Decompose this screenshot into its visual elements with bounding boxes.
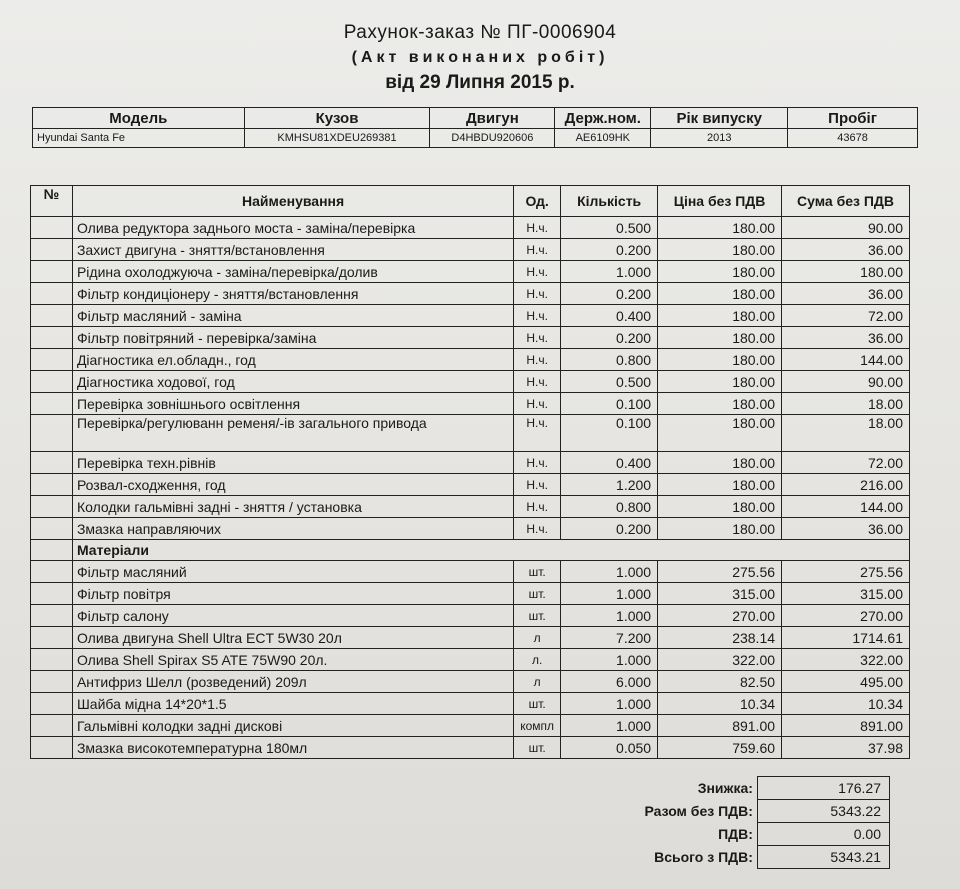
totals-value: 5343.22	[757, 800, 889, 823]
row-price: 315.00	[658, 583, 782, 605]
row-number	[31, 393, 73, 415]
row-unit: Н.ч.	[514, 518, 561, 540]
row-price: 180.00	[658, 239, 782, 261]
table-row	[31, 693, 910, 715]
row-sum: 270.00	[782, 605, 910, 627]
row-name: Перевірка техн.рівнів	[72, 452, 513, 474]
header-price: Ціна без ПДВ	[658, 186, 782, 217]
row-unit: Н.ч.	[514, 261, 561, 283]
row-unit: компл	[514, 715, 561, 737]
row-number	[31, 715, 73, 737]
table-row	[31, 715, 910, 737]
row-price: 322.00	[658, 649, 782, 671]
row-name: Змазка високотемпературна 180мл	[72, 737, 513, 759]
row-quantity: 1.200	[561, 474, 658, 496]
table-row	[31, 518, 910, 540]
row-quantity: 0.100	[561, 415, 658, 452]
row-sum: 18.00	[782, 393, 910, 415]
row-quantity: 1.000	[561, 649, 658, 671]
totals-value: 5343.21	[757, 846, 889, 869]
row-quantity: 0.500	[561, 217, 658, 239]
totals-row	[560, 800, 890, 823]
row-quantity: 0.400	[561, 305, 658, 327]
row-name: Рідина охолоджуюча - заміна/перевірка/долив	[72, 261, 513, 283]
row-unit: Н.ч.	[514, 393, 561, 415]
vehicle-values-row	[33, 129, 918, 148]
row-sum: 216.00	[782, 474, 910, 496]
row-quantity: 1.000	[561, 261, 658, 283]
header-sum: Сума без ПДВ	[782, 186, 910, 217]
table-row	[31, 239, 910, 261]
row-price: 180.00	[658, 327, 782, 349]
row-name: Перевірка/регулюванн ременя/-ів загального привода	[72, 415, 513, 452]
row-price: 10.34	[658, 693, 782, 715]
row-price: 180.00	[658, 393, 782, 415]
row-quantity: 0.200	[561, 283, 658, 305]
row-name: Розвал-сходження, год	[72, 474, 513, 496]
row-quantity: 0.200	[561, 518, 658, 540]
vehicle-year: 2013	[651, 129, 788, 148]
row-unit: л	[514, 627, 561, 649]
materials-section-label: Матеріали	[72, 540, 909, 561]
row-price: 180.00	[658, 217, 782, 239]
row-unit: Н.ч.	[514, 371, 561, 393]
vehicle-info-table	[32, 107, 918, 148]
totals-row	[560, 846, 890, 869]
row-number	[31, 327, 73, 349]
row-price: 180.00	[658, 283, 782, 305]
header-name: Найменування	[72, 186, 513, 217]
row-sum: 72.00	[782, 452, 910, 474]
totals-value: 0.00	[757, 823, 889, 846]
row-number	[31, 371, 73, 393]
row-name: Шайба мідна 14*20*1.5	[72, 693, 513, 715]
section-number	[31, 540, 73, 561]
totals-label: Знижка:	[697, 780, 753, 796]
row-quantity: 7.200	[561, 627, 658, 649]
row-price: 180.00	[658, 261, 782, 283]
row-quantity: 0.800	[561, 496, 658, 518]
row-price: 180.00	[658, 474, 782, 496]
row-name: Фільтр повітря	[72, 583, 513, 605]
table-row	[31, 327, 910, 349]
vehicle-header-year: Рік випуску	[651, 108, 788, 129]
row-quantity: 0.400	[561, 452, 658, 474]
row-number	[31, 349, 73, 371]
row-name: Змазка направляючих	[72, 518, 513, 540]
row-quantity: 0.200	[561, 327, 658, 349]
totals-label: Всього з ПДВ:	[654, 849, 753, 865]
row-name: Антифриз Шелл (розведений) 209л	[72, 671, 513, 693]
row-number	[31, 415, 73, 452]
row-sum: 275.56	[782, 561, 910, 583]
row-quantity: 0.500	[561, 371, 658, 393]
row-unit: шт.	[514, 737, 561, 759]
row-unit: Н.ч.	[514, 349, 561, 371]
row-name: Колодки гальмівні задні - зняття / установка	[72, 496, 513, 518]
row-price: 180.00	[658, 496, 782, 518]
row-unit: Н.ч.	[514, 217, 561, 239]
row-quantity: 0.050	[561, 737, 658, 759]
vehicle-header-model: Модель	[33, 108, 245, 129]
row-number	[31, 305, 73, 327]
row-price: 891.00	[658, 715, 782, 737]
row-price: 275.56	[658, 561, 782, 583]
row-name: Олива Shell Spirax S5 ATE 75W90 20л.	[72, 649, 513, 671]
row-number	[31, 452, 73, 474]
totals-label: Разом без ПДВ:	[644, 803, 753, 819]
row-unit: Н.ч.	[514, 496, 561, 518]
table-row	[31, 349, 910, 371]
row-name: Олива редуктора заднього моста - заміна/перевірка	[72, 217, 513, 239]
items-table	[30, 185, 910, 759]
row-quantity: 1.000	[561, 561, 658, 583]
row-sum: 495.00	[782, 671, 910, 693]
row-quantity: 1.000	[561, 693, 658, 715]
items-body	[31, 217, 910, 759]
row-number	[31, 627, 73, 649]
row-quantity: 0.100	[561, 393, 658, 415]
row-sum: 322.00	[782, 649, 910, 671]
row-quantity: 0.200	[561, 239, 658, 261]
vehicle-header-plate: Держ.ном.	[555, 108, 651, 129]
vehicle-header-engine: Двигун	[430, 108, 555, 129]
row-sum: 36.00	[782, 239, 910, 261]
row-name: Фільтр салону	[72, 605, 513, 627]
row-unit: л.	[514, 649, 561, 671]
row-price: 180.00	[658, 305, 782, 327]
row-unit: Н.ч.	[514, 239, 561, 261]
row-price: 180.00	[658, 452, 782, 474]
table-row	[31, 217, 910, 239]
row-sum: 891.00	[782, 715, 910, 737]
vehicle-engine: D4HBDU920606	[430, 129, 555, 148]
row-number	[31, 737, 73, 759]
row-sum: 37.98	[782, 737, 910, 759]
row-unit: шт.	[514, 561, 561, 583]
row-number	[31, 605, 73, 627]
row-number	[31, 496, 73, 518]
row-unit: Н.ч.	[514, 305, 561, 327]
row-name: Перевірка зовнішнього освітлення	[72, 393, 513, 415]
row-number	[31, 583, 73, 605]
row-number	[31, 693, 73, 715]
row-sum: 1714.61	[782, 627, 910, 649]
row-name: Захист двигуна - зняття/встановлення	[72, 239, 513, 261]
row-sum: 180.00	[782, 261, 910, 283]
row-price: 270.00	[658, 605, 782, 627]
table-row	[31, 561, 910, 583]
row-sum: 10.34	[782, 693, 910, 715]
row-number	[31, 283, 73, 305]
row-quantity: 1.000	[561, 605, 658, 627]
document-subtitle: (Акт виконаних робіт)	[351, 49, 609, 66]
row-number	[31, 561, 73, 583]
document-date: від 29 Липня 2015 р.	[385, 72, 575, 93]
vehicle-header-mileage: Пробіг	[788, 108, 918, 129]
vehicle-vin: KMHSU81XDEU269381	[244, 129, 430, 148]
row-name: Гальмівні колодки задні дискові	[72, 715, 513, 737]
row-price: 82.50	[658, 671, 782, 693]
row-price: 180.00	[658, 518, 782, 540]
row-quantity: 6.000	[561, 671, 658, 693]
header-quantity: Кількість	[561, 186, 658, 217]
row-name: Фільтр кондиціонеру - зняття/встановлення	[72, 283, 513, 305]
row-price: 180.00	[658, 415, 782, 452]
row-name: Фільтр масляний - заміна	[72, 305, 513, 327]
row-price: 180.00	[658, 349, 782, 371]
vehicle-model: Hyundai Santa Fe	[33, 129, 245, 148]
table-row	[31, 496, 910, 518]
row-price: 180.00	[658, 371, 782, 393]
vehicle-header-body: Кузов	[244, 108, 430, 129]
table-row	[31, 283, 910, 305]
document-title: Рахунок-заказ № ПГ-0006904	[343, 22, 617, 43]
table-row	[31, 393, 910, 415]
row-sum: 90.00	[782, 217, 910, 239]
row-quantity: 1.000	[561, 715, 658, 737]
row-price: 759.60	[658, 737, 782, 759]
row-quantity: 1.000	[561, 583, 658, 605]
row-sum: 144.00	[782, 349, 910, 371]
row-unit: Н.ч.	[514, 474, 561, 496]
totals-table	[560, 776, 890, 869]
row-unit: шт.	[514, 583, 561, 605]
table-row	[31, 605, 910, 627]
vehicle-plate: AE6109HK	[555, 129, 651, 148]
header-unit: Од.	[514, 186, 561, 217]
vehicle-mileage: 43678	[788, 129, 918, 148]
row-number	[31, 217, 73, 239]
row-quantity: 0.800	[561, 349, 658, 371]
row-sum: 18.00	[782, 415, 910, 452]
table-row	[31, 305, 910, 327]
row-number	[31, 261, 73, 283]
row-name: Фільтр повітряний - перевірка/заміна	[72, 327, 513, 349]
table-row	[31, 415, 910, 452]
materials-section-row	[31, 540, 910, 561]
row-name: Фільтр масляний	[72, 561, 513, 583]
totals-label: ПДВ:	[718, 826, 753, 842]
row-sum: 36.00	[782, 518, 910, 540]
row-number	[31, 671, 73, 693]
row-sum: 90.00	[782, 371, 910, 393]
row-sum: 72.00	[782, 305, 910, 327]
row-unit: шт.	[514, 693, 561, 715]
table-row	[31, 671, 910, 693]
table-row	[31, 583, 910, 605]
vehicle-header-row	[33, 108, 918, 129]
row-number	[31, 518, 73, 540]
row-sum: 36.00	[782, 327, 910, 349]
table-row	[31, 261, 910, 283]
row-unit: Н.ч.	[514, 452, 561, 474]
header-number: №	[31, 186, 73, 217]
row-sum: 144.00	[782, 496, 910, 518]
row-unit: Н.ч.	[514, 415, 561, 452]
row-sum: 315.00	[782, 583, 910, 605]
table-row	[31, 452, 910, 474]
row-price: 238.14	[658, 627, 782, 649]
row-unit: шт.	[514, 605, 561, 627]
row-unit: Н.ч.	[514, 327, 561, 349]
table-row	[31, 627, 910, 649]
row-unit: л	[514, 671, 561, 693]
totals-value: 176.27	[757, 777, 889, 800]
row-number	[31, 474, 73, 496]
table-row	[31, 371, 910, 393]
table-row	[31, 649, 910, 671]
items-header-row	[31, 186, 910, 217]
table-row	[31, 737, 910, 759]
row-sum: 36.00	[782, 283, 910, 305]
row-name: Діагностика ходової, год	[72, 371, 513, 393]
totals-row	[560, 823, 890, 846]
table-row	[31, 474, 910, 496]
row-name: Діагностика ел.обладн., год	[72, 349, 513, 371]
totals-row	[560, 777, 890, 800]
row-number	[31, 649, 73, 671]
row-name: Олива двигуна Shell Ultra ECT 5W30 20л	[72, 627, 513, 649]
row-number	[31, 239, 73, 261]
row-unit: Н.ч.	[514, 283, 561, 305]
